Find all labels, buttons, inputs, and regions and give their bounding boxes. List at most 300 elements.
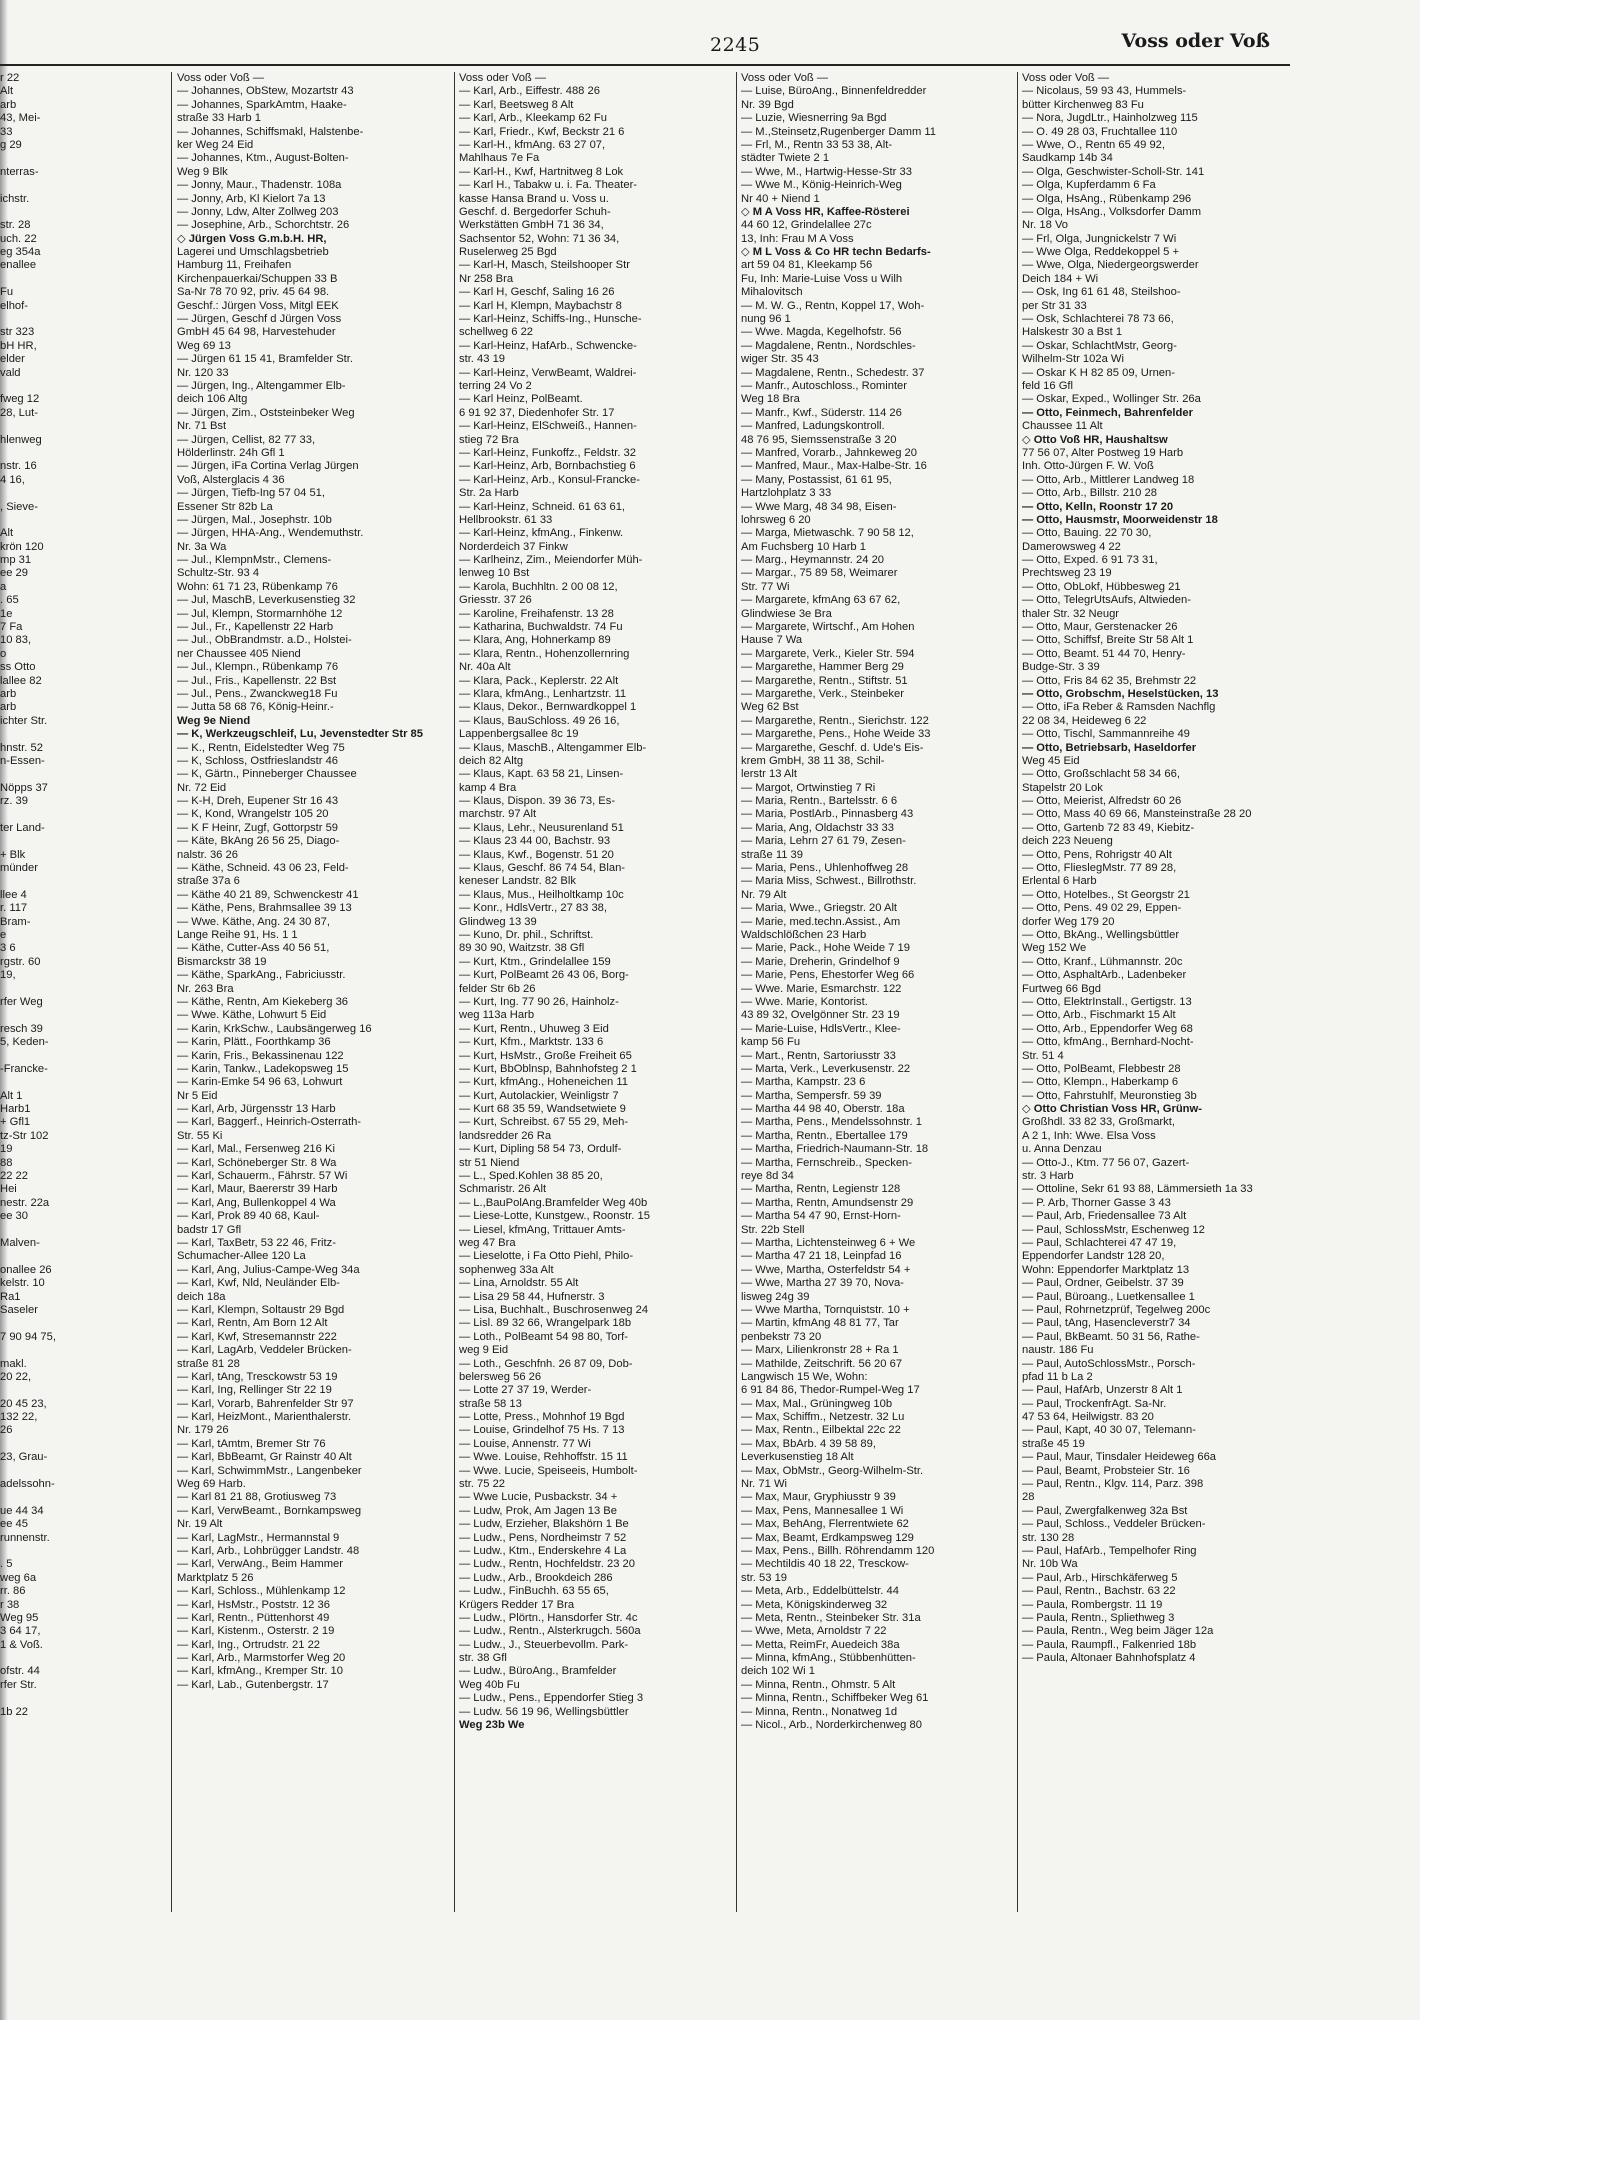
directory-entry-line: 10 83,: [0, 634, 32, 647]
directory-entry-line: — Klara, Ang, Hohnerkamp 89: [459, 634, 611, 647]
directory-entry-line: ue 44 34: [0, 1504, 44, 1517]
directory-entry-line: — Kurt, kfmAng., Hoheneichen 11: [459, 1076, 628, 1089]
directory-entry-line: — Johannes, ObStew, Mozartstr 43: [177, 85, 354, 98]
directory-entry-line: — Paul, Beamt, Probsteier Str. 16: [1022, 1464, 1190, 1477]
directory-entry-line: ofstr. 44: [0, 1665, 40, 1678]
directory-entry-line: 1 & Voß.: [0, 1638, 43, 1651]
directory-entry-line: 19,: [0, 969, 16, 982]
directory-entry-line: — Otto, Betriebsarb, Haseldorfer: [1022, 741, 1197, 754]
directory-entry-line: — Paul, Arb., Hirschkäferweg 5: [1022, 1571, 1178, 1584]
directory-entry-line: enallee: [0, 259, 37, 272]
directory-entry-line: ss Otto: [0, 661, 36, 674]
column-divider: [454, 72, 455, 1912]
directory-entry-line: — Otto, Arb., Fischmarkt 15 Alt: [1022, 1009, 1176, 1022]
directory-entry-line: — Otto, iFa Reber & Ramsden Nachflg: [1022, 701, 1216, 714]
directory-entry-line: 5, Keden-: [0, 1036, 49, 1049]
directory-entry-line: krem GmbH, 38 11 38, Schil-: [741, 754, 885, 767]
directory-entry-line: str. 28: [0, 219, 31, 232]
directory-entry-line: + Blk: [0, 848, 26, 861]
directory-entry-line: — Karl-Heinz, Schiffs-Ing., Hunsche-: [459, 313, 642, 326]
directory-entry-line: — Ludw., Arb., Brookdeich 286: [459, 1571, 613, 1584]
directory-entry-line: — Otto, Meierist, Alfredstr 60 26: [1022, 795, 1182, 808]
directory-entry-line: — Karl-Heinz, HafArb., Schwencke-: [459, 339, 637, 352]
directory-entry-line: Weg 18 Bra: [741, 393, 800, 406]
directory-entry-line: — Paula, Altonaer Bahnhofsplatz 4: [1022, 1652, 1196, 1665]
directory-entry-line: 48 76 95, Siemssenstraße 3 20: [741, 433, 897, 446]
directory-entry-line: straße 37a 6: [177, 875, 240, 888]
directory-entry-line: — Karl-Heinz, kfmAng., Finkenw.: [459, 527, 624, 540]
directory-entry-line: rgstr. 60: [0, 955, 41, 968]
directory-entry-line: Nr. 39 Bgd: [741, 98, 794, 111]
directory-entry-line: — Paul, HafArb, Unzerstr 8 Alt 1: [1022, 1384, 1183, 1397]
directory-entry-line: — Karl, BbBeamt, Gr Rainstr 40 Alt: [177, 1451, 352, 1464]
directory-entry-line: Voß, Alsterglacis 4 36: [177, 473, 285, 486]
directory-entry-line: — Margarethe, Rentn., Stiftstr. 51: [741, 674, 908, 687]
directory-entry-line: — Wwe. Louise, Rehhoffstr. 15 11: [459, 1451, 628, 1464]
directory-entry-line: ◇ Otto Voß HR, Haushaltsw: [1022, 433, 1168, 446]
directory-entry-line: 20 45 23,: [0, 1397, 47, 1410]
directory-entry-line: — Johannes, Ktm., August-Bolten-: [177, 152, 349, 165]
directory-entry-line: — Jul., KlempnMstr., Clemens-: [177, 554, 332, 567]
directory-entry-line: [0, 808, 168, 821]
directory-entry-line: 6 91 84 86, Thedor-Rumpel-Weg 17: [741, 1384, 920, 1397]
directory-entry-line: — Otto, Arb., Mittlerer Landweg 18: [1022, 473, 1195, 486]
directory-entry-line: — Karl, Schloss., Mühlenkamp 12: [177, 1585, 346, 1598]
directory-entry-line: — Otto, Kelln, Roonstr 17 20: [1022, 500, 1174, 513]
directory-entry-line: ker Weg 24 Eid: [177, 138, 254, 151]
directory-entry-line: Nr. 120 33: [177, 366, 229, 379]
directory-entry-line: — Maria, Pens., Uhlenhoffweg 28: [741, 862, 909, 875]
directory-entry-line: — Karl, Arb., Marmstorfer Weg 20: [177, 1652, 346, 1665]
directory-entry-line: — Karl, kfmAng., Kremper Str. 10: [177, 1665, 344, 1678]
directory-entry-line: — Martha, Rentn, Legienstr 128: [741, 1183, 901, 1196]
directory-entry-line: [0, 380, 168, 393]
directory-entry-line: — Max, Schiffm., Netzestr. 32 Lu: [741, 1411, 905, 1424]
directory-entry-line: Alt 1: [0, 1089, 23, 1102]
directory-entry-line: — Martha 47 21 18, Leinpfad 16: [741, 1250, 902, 1263]
directory-entry-line: — Otto, Fris 84 62 35, Brehmstr 22: [1022, 674, 1197, 687]
directory-entry-line: Saseler: [0, 1303, 38, 1316]
directory-entry-line: [0, 983, 168, 996]
directory-entry-line: thaler Str. 32 Neugr: [1022, 607, 1120, 620]
directory-entry-line: Weg 45 Eid: [1022, 754, 1080, 767]
directory-entry-line: [0, 1344, 168, 1357]
directory-entry-line: ◇ Jürgen Voss G.m.b.H. HR,: [177, 232, 327, 245]
directory-entry-line: — Karl, LagMstr., Hermannstal 9: [177, 1531, 340, 1544]
directory-entry-line: — Jul., Pens., Zwanckweg18 Fu: [177, 687, 338, 700]
directory-entry-line: — Karl, Ang, Julius-Campe-Weg 34a: [177, 1263, 360, 1276]
directory-entry-line: 1e: [0, 607, 13, 620]
directory-entry-line: — Otto, BkAng., Wellingsbüttler: [1022, 929, 1180, 941]
directory-entry-line: felder Str 6b 26: [459, 982, 536, 995]
directory-entry-line: — Paul, tAng, Hasencleverstr7 34: [1022, 1317, 1191, 1330]
directory-entry-line: — Otto, Arb., Eppendorfer Weg 68: [1022, 1022, 1193, 1035]
directory-entry-line: — Paul, HafArb., Tempelhofer Ring: [1022, 1544, 1197, 1557]
directory-entry-line: weg 6a: [0, 1571, 37, 1584]
directory-entry-line: — Otto, Klempn., Haberkamp 6: [1022, 1076, 1179, 1089]
directory-entry-line: — Jürgen, Geschf d Jürgen Voss: [177, 313, 342, 326]
directory-column-4: [1022, 72, 1294, 1922]
directory-entry-line: — Karl, Ing., Ortrudstr. 21 22: [177, 1638, 321, 1651]
directory-entry-line: — Marg., Heymannstr. 24 20: [741, 554, 885, 567]
directory-entry-line: — Nora, JugdLtr., Hainholzweg 115: [1022, 112, 1198, 125]
directory-entry-line: — Wwe. Käthe, Ang. 24 30 87,: [177, 915, 330, 928]
directory-entry-line: — Otto, Hotelbes., St Georgstr 21: [1022, 888, 1190, 901]
directory-entry-line: Malven-: [0, 1236, 40, 1249]
directory-entry-line: nterras-: [0, 165, 39, 178]
directory-entry-line: — Paul, SchlossMstr, Eschenweg 12: [1022, 1223, 1205, 1236]
directory-entry-line: — Max, BehAng, Flerrentwiete 62: [741, 1518, 909, 1531]
directory-entry-line: Str. 55 Ki: [177, 1129, 223, 1142]
directory-entry-line: deich 82 Altg: [459, 754, 524, 767]
directory-entry-line: — K, Werkzeugschleif, Lu, Jevenstedter Str 85: [177, 728, 423, 741]
directory-entry-line: Waldschlößchen 23 Harb: [741, 929, 867, 941]
directory-entry-line: — Ludw., Rentn., Alsterkrugch. 560a: [459, 1625, 641, 1638]
directory-entry-line: 132 22,: [0, 1411, 38, 1424]
directory-entry-line: Geschf. d. Bergedorfer Schuh-: [459, 205, 611, 218]
directory-entry-line: — Karl, Arb., Kleekamp 62 Fu: [459, 112, 607, 125]
directory-entry-line: — Karoline, Freihafenstr. 13 28: [459, 607, 614, 620]
directory-entry-line: rfer Weg: [0, 995, 43, 1008]
directory-entry-line: kelstr. 10: [0, 1277, 45, 1290]
directory-entry-line: 6 91 92 37, Diedenhofer Str. 17: [459, 406, 615, 419]
directory-entry-line: — Paul, Arb, Friedensallee 73 Alt: [1022, 1210, 1187, 1223]
directory-entry-line: — L.,BauPolAng.Bramfelder Weg 40b: [459, 1196, 648, 1209]
directory-entry-line: A 2 1, Inh: Wwe. Elsa Voss: [1022, 1129, 1156, 1142]
directory-entry-line: — Karl, tAng, Tresckowstr 53 19: [177, 1370, 338, 1383]
directory-entry-line: deich 18a: [177, 1290, 226, 1303]
directory-entry-line: — Martin, kfmAng 48 81 77, Tar: [741, 1317, 899, 1330]
directory-entry-line: Mahlhaus 7e Fa: [459, 152, 540, 165]
directory-entry-line: — Meta, Rentn., Steinbeker Str. 31a: [741, 1611, 921, 1624]
directory-entry-line: str. 43 19: [459, 353, 506, 366]
directory-entry-line: schellweg 6 22: [459, 326, 534, 339]
directory-entry-line: — Martha 44 98 40, Oberstr. 18a: [741, 1103, 905, 1116]
directory-entry-line: — Paul, Kapt, 40 30 07, Telemann-: [1022, 1424, 1196, 1437]
directory-entry-line: — Wwe. Lucie, Speiseeis, Humbolt-: [459, 1464, 638, 1477]
directory-entry-line: — Paul, Zwergfalkenweg 32a Bst: [1022, 1504, 1188, 1517]
directory-entry-line: Großhdl. 33 82 33, Großmarkt,: [1022, 1116, 1175, 1129]
directory-entry-line: 33: [0, 125, 13, 138]
directory-entry-line: — Jürgen 61 15 41, Bramfelder Str.: [177, 353, 353, 366]
directory-entry-line: arb: [0, 687, 17, 700]
directory-entry-line: — Lotte, Press., Mohnhof 19 Bgd: [459, 1411, 625, 1424]
directory-entry-line: g 29: [0, 138, 22, 151]
directory-entry-line: — M. W. G., Rentn, Koppel 17, Woh-: [741, 299, 925, 312]
directory-entry-line: Mihalovitsch: [741, 286, 803, 299]
directory-entry-line: [0, 179, 168, 192]
directory-entry-line: — Max, ObMstr., Georg-Wilhelm-Str.: [741, 1464, 924, 1477]
directory-entry-line: — Many, Postassist, 61 61 95,: [741, 473, 892, 486]
directory-entry-line: — Wwe Lucie, Pusbackstr. 34 +: [459, 1491, 618, 1504]
directory-entry-line: — K-H, Dreh, Eupener Str 16 43: [177, 795, 339, 808]
directory-entry-line: — Otto-J., Ktm. 77 56 07, Gazert-: [1022, 1156, 1190, 1169]
directory-entry-line: 47 53 64, Heilwigstr. 83 20: [1022, 1411, 1154, 1424]
directory-entry-line: — Jul, Klempn, Stormarnhöhe 12: [177, 607, 343, 620]
directory-entry-line: — Minna, Rentn., Schiffbeker Weg 61: [741, 1692, 929, 1705]
directory-entry-line: Str. 51 4: [1022, 1049, 1064, 1062]
directory-entry-line: — Max, Maur, Gryphiusstr 9 39: [741, 1491, 896, 1504]
directory-entry-line: — Margot, Ortwinstieg 7 Ri: [741, 781, 876, 794]
directory-entry-line: — Jürgen, HHA-Ang., Wendemuthstr.: [177, 527, 364, 540]
directory-entry-line: Voss oder Voß —: [1022, 72, 1110, 84]
directory-entry-line: Hölderlinstr. 24h Gfl 1: [177, 446, 285, 459]
directory-entry-line: — K, Schloss, Ostfrieslandstr 46: [177, 754, 339, 767]
directory-entry-line: — Wwe. Magda, Kegelhofstr. 56: [741, 326, 902, 339]
directory-entry-line: — Wwe Marg, 48 34 98, Eisen-: [741, 500, 897, 513]
directory-entry-line: Leverkusenstieg 18 Alt: [741, 1451, 854, 1464]
directory-entry-line: münder: [0, 862, 38, 875]
directory-entry-line: [0, 206, 168, 219]
directory-entry-line: Norderdeich 37 Finkw: [459, 540, 568, 553]
directory-entry-line: — Max, Pens, Mannesallee 1 Wi: [741, 1504, 904, 1517]
directory-entry-line: — Lina, Arnoldstr. 55 Alt: [459, 1277, 579, 1290]
directory-entry-line: — Otto, Mass 40 69 66, Mansteinstraße 28 20: [1022, 808, 1252, 821]
directory-entry-line: — Lisa, Buchhalt., Buschrosenweg 24: [459, 1303, 649, 1316]
directory-entry-line: Bismarckstr 38 19: [177, 955, 267, 968]
directory-entry-line: — Max, Mal., Grüningweg 10b: [741, 1397, 893, 1410]
directory-entry-line: Nr 5 Eid: [177, 1089, 218, 1102]
directory-entry-line: badstr 17 Gfl: [177, 1223, 242, 1236]
directory-entry-line: — Jutta 58 68 76, König-Heinr.-: [177, 701, 334, 714]
directory-entry-line: — Kurt, BbOblnsp, Bahnhofsteg 2 1: [459, 1062, 637, 1075]
directory-entry-line: — Paul, AutoSchlossMstr., Porsch-: [1022, 1357, 1196, 1370]
directory-entry-line: — Karl-Heinz, Funkoffz., Feldstr. 32: [459, 446, 636, 459]
directory-entry-line: — Otto, Maur, Gerstenacker 26: [1022, 621, 1178, 634]
directory-entry-line: — Maria, Wwe., Griegstr. 20 Alt: [741, 902, 898, 915]
directory-entry-line: — Ludw., J., Steuerbevollm. Park-: [459, 1638, 629, 1651]
directory-entry-line: — Kurt, Kfm., Marktstr. 133 6: [459, 1036, 604, 1049]
directory-entry-line: — Jürgen, Mal., Josephstr. 10b: [177, 513, 332, 526]
directory-entry-line: wiger Str. 35 43: [741, 353, 819, 366]
directory-entry-line: — Metta, ReimFr, Auedeich 38a: [741, 1638, 900, 1651]
directory-entry-line: kamp 56 Fu: [741, 1036, 801, 1049]
directory-entry-line: 44 60 12, Grindelallee 27c: [741, 219, 872, 232]
directory-entry-line: lohrsweg 6 20: [741, 513, 811, 526]
directory-entry-line: Wohn: Eppendorfer Marktplatz 13: [1022, 1263, 1190, 1276]
directory-entry-line: 22 22: [0, 1170, 28, 1183]
directory-entry-line: straße 58 13: [459, 1397, 522, 1410]
directory-entry-line: straße 33 Harb 1: [177, 112, 261, 125]
directory-entry-line: — Otto, Feinmech, Bahrenfelder: [1022, 406, 1193, 419]
directory-entry-line: — Käthe, Schneid. 43 06 23, Feld-: [177, 862, 349, 875]
directory-entry-line: — Karl, TaxBetr, 53 22 46, Fritz-: [177, 1236, 336, 1249]
directory-entry-line: — Martha, Kampstr. 23 6: [741, 1076, 866, 1089]
directory-entry-line: — Maria, Lehrn 27 61 79, Zesen-: [741, 835, 906, 848]
directory-entry-line: Glindwiese 3e Bra: [741, 607, 832, 620]
directory-entry-line: — Wwe, Meta, Arnoldstr 7 22: [741, 1625, 887, 1638]
column-divider: [1017, 72, 1018, 1912]
directory-entry-line: — P. Arb, Thorner Gasse 3 43: [1022, 1196, 1171, 1209]
directory-entry-line: Griesstr. 37 26: [459, 594, 532, 607]
directory-entry-line: — Karl, HeizMont., Marienthalerstr.: [177, 1411, 352, 1424]
directory-entry-line: elhof-: [0, 299, 28, 312]
directory-entry-line: — Otto, Pens. 49 02 29, Eppen-: [1022, 902, 1182, 915]
directory-entry-line: — Margarethe, Verk., Steinbeker: [741, 687, 904, 700]
directory-entry-line: — Oskar, SchlachtMstr, Georg-: [1022, 339, 1177, 352]
directory-entry-line: Inh. Otto-Jürgen F. W. Voß: [1022, 460, 1154, 473]
directory-entry-line: — Karl, Rentn., Püttenhorst 49: [177, 1611, 330, 1624]
directory-entry-line: — Klaus, Kapt. 63 58 21, Linsen-: [459, 768, 624, 781]
directory-entry-line: — Lisl. 89 32 66, Wrangelpark 18b: [459, 1317, 632, 1330]
directory-entry-line: Saudkamp 14b 34: [1022, 152, 1113, 165]
directory-entry-line: str. 130 28: [1022, 1531, 1075, 1544]
directory-entry-line: — Nicol., Arb., Norderkirchenweg 80: [741, 1719, 922, 1732]
directory-entry-line: — Klaus, Geschf. 86 74 54, Blan-: [459, 862, 626, 875]
directory-entry-line: — Martha, Rentn., Ebertallee 179: [741, 1129, 908, 1142]
directory-entry-line: — Karl, Kwf, Nld, Neuländer Elb-: [177, 1277, 340, 1290]
directory-entry-line: — Katharina, Buchwaldstr. 74 Fu: [459, 621, 623, 634]
directory-entry-line: — Klaus, MaschB., Altengammer Elb-: [459, 741, 647, 754]
directory-entry-line: nung 96 1: [741, 313, 791, 326]
directory-entry-line: — Otto, ElektrInstall., Gertigstr. 13: [1022, 995, 1192, 1008]
directory-entry-line: — Minna, kfmAng., Stübbenhütten-: [741, 1652, 916, 1665]
directory-entry-line: Eppendorfer Landstr 128 20,: [1022, 1250, 1165, 1263]
directory-entry-line: — Wwe Olga, Reddekoppel 5 +: [1022, 246, 1180, 259]
directory-entry-line: bH HR,: [0, 339, 37, 352]
directory-entry-line: naustr. 186 Fu: [1022, 1344, 1094, 1357]
directory-entry-line: Am Fuchsberg 10 Harb 1: [741, 540, 866, 553]
directory-entry-line: — Klara, Pack., Keplerstr. 22 Alt: [459, 674, 619, 687]
directory-entry-line: — Paula, Rentn., Spliethweg 3: [1022, 1611, 1175, 1624]
directory-entry-line: -Francke-: [0, 1062, 48, 1075]
directory-entry-line: 3 6: [0, 942, 16, 955]
directory-entry-line: Harb1: [0, 1103, 31, 1116]
directory-entry-line: — Wwe. Marie, Kontorist.: [741, 995, 868, 1008]
directory-entry-line: str 323: [0, 326, 35, 339]
directory-entry-line: — Johannes, Schiffsmakl, Halstenbe-: [177, 125, 364, 138]
directory-entry-line: kasse Hansa Brand u. Voss u.: [459, 192, 609, 205]
directory-entry-line: adelssohn-: [0, 1478, 55, 1491]
directory-entry-line: — Josephine, Arb., Schorchtstr. 26: [177, 219, 350, 232]
directory-entry-line: — Ludw., Plörtn., Hansdorfer Str. 4c: [459, 1611, 638, 1624]
directory-entry-line: Lagerei und Umschlagsbetrieb: [177, 246, 329, 259]
directory-entry-line: weg 9 Eid: [459, 1344, 509, 1357]
directory-entry-line: [0, 152, 168, 165]
directory-entry-line: — Karl, Arb, Jürgensstr 13 Harb: [177, 1103, 336, 1116]
directory-entry-line: — Jürgen, Cellist, 82 77 33,: [177, 433, 316, 446]
directory-entry-line: Schultz-Str. 93 4: [177, 567, 260, 580]
directory-entry-line: terring 24 Vo 2: [459, 379, 532, 392]
directory-entry-line: [0, 875, 168, 888]
directory-entry-line: 4 16,: [0, 473, 25, 486]
directory-entry-line: Nr. 71 Bst: [177, 420, 227, 433]
directory-entry-line: — Karl, Arb., Lohbrügger Landstr. 48: [177, 1544, 360, 1557]
directory-entry-line: [0, 514, 168, 527]
directory-entry-line: — Meta, Arb., Eddelbüttelstr. 44: [741, 1585, 899, 1598]
directory-entry-line: r 38: [0, 1598, 20, 1611]
directory-entry-line: belersweg 56 26: [459, 1370, 542, 1383]
directory-entry-line: ◇ M L Voss & Co HR techn Bedarfs-: [741, 246, 931, 259]
directory-entry-line: kamp 4 Bra: [459, 781, 517, 794]
directory-entry-line: — Karl-Heinz, Schneid. 61 63 61,: [459, 500, 626, 513]
directory-entry-line: — Karl, VerwAng., Beim Hammer: [177, 1558, 343, 1571]
directory-entry-line: — Jonny, Arb, Kl Kielort 7a 13: [177, 192, 326, 205]
directory-entry-line: — Karl-Heinz, ElSchweiß., Hannen-: [459, 420, 637, 433]
directory-entry-line: — Ludw., Rentn, Hochfeldstr. 23 20: [459, 1558, 635, 1571]
directory-entry-line: 19: [0, 1143, 13, 1156]
directory-entry-line: elder: [0, 353, 25, 366]
directory-entry-line: — Manfred, Maur., Max-Halbe-Str. 16: [741, 460, 927, 473]
directory-entry-line: — Johannes, SparkAmtm, Haake-: [177, 98, 347, 111]
directory-entry-line: Stapelstr 20 Lok: [1022, 781, 1103, 794]
directory-entry-line: — Karl, Schöneberger Str. 8 Wa: [177, 1156, 337, 1169]
directory-entry-line: — Margarethe, Hammer Berg 29: [741, 661, 904, 674]
directory-entry-line: — Martha, Pens., Mendelssohnstr. 1: [741, 1116, 922, 1129]
directory-entry-line: — Marie, Dreherin, Grindelhof 9: [741, 955, 900, 968]
directory-entry-line: — Olga, HsAng., Volksdorfer Damm: [1022, 205, 1202, 218]
directory-entry-line: [0, 487, 168, 500]
directory-entry-line: lisweg 24g 39: [741, 1290, 810, 1303]
column-divider: [736, 72, 737, 1912]
directory-entry-line: — O. 49 28 03, Fruchtallee 110: [1022, 125, 1178, 138]
directory-entry-line: — Otto, kfmAng., Bernhard-Nocht-: [1022, 1036, 1194, 1049]
directory-entry-line: — Paul, Maur, Tinsdaler Heideweg 66a: [1022, 1451, 1217, 1464]
directory-entry-line: — Olga, Geschwister-Scholl-Str. 141: [1022, 165, 1205, 178]
directory-entry-line: — Kurt 68 35 59, Wandsetwiete 9: [459, 1103, 626, 1116]
directory-entry-line: rz. 39: [0, 795, 28, 808]
directory-entry-line: ichter Str.: [0, 714, 48, 727]
directory-entry-line: — Luzie, Wiesnerring 9a Bgd: [741, 112, 887, 125]
directory-entry-line: — Lieselotte, i Fa Otto Piehl, Philo-: [459, 1250, 634, 1263]
directory-entry-line: reye 8d 34: [741, 1170, 794, 1183]
scan-margin-bottom: [0, 2020, 1600, 2177]
directory-entry-line: 1b 22: [0, 1705, 28, 1718]
directory-entry-line: 77 56 07, Alter Postweg 19 Harb: [1022, 446, 1184, 459]
directory-entry-line: 13, Inh: Frau M A Voss: [741, 232, 854, 245]
directory-entry-line: — Kurt, Schreibst. 67 55 29, Meh-: [459, 1116, 629, 1129]
directory-entry-line: — Lisa 29 58 44, Hufnerstr. 3: [459, 1290, 605, 1303]
directory-entry-line: — Martha, Sempersfr. 59 39: [741, 1089, 882, 1102]
directory-entry-line: Nr. 40a Alt: [459, 661, 511, 674]
directory-entry-line: — Liese-Lotte, Kunstgew., Roonstr. 15: [459, 1210, 650, 1223]
directory-entry-line: sophenweg 33a Alt: [459, 1263, 554, 1276]
directory-entry-line: — Karl, Friedr., Kwf, Beckstr 21 6: [459, 125, 625, 138]
directory-entry-line: — Karl H, Geschf, Saling 16 26: [459, 286, 615, 299]
directory-entry-line: Weg 9 Blk: [177, 165, 228, 178]
directory-entry-line: krön 120: [0, 540, 44, 553]
directory-entry-line: — Karl, Kistenm., Osterstr. 2 19: [177, 1625, 335, 1638]
directory-entry-line: — Klara, kfmAng., Lenhartzstr. 11: [459, 687, 627, 700]
directory-entry-line: Weg 40b Fu: [459, 1678, 520, 1691]
directory-entry-line: Ra1: [0, 1290, 21, 1303]
directory-entry-line: — Ludw, Erzieher, Blakshörn 1 Be: [459, 1518, 629, 1531]
directory-entry-line: — Käthe, Cutter-Ass 40 56 51,: [177, 942, 330, 955]
directory-entry-line: — Lotte 27 37 19, Werder-: [459, 1384, 592, 1397]
directory-entry-line: runnenstr.: [0, 1531, 50, 1544]
directory-entry-line: — Otto, ObLokf, Hübbesweg 21: [1022, 580, 1181, 593]
directory-entry-line: — K., Rentn, Eidelstedter Weg 75: [177, 741, 345, 754]
directory-entry-line: — Karl-H., kfmAng. 63 27 07,: [459, 138, 606, 151]
directory-entry-line: — Luise, BüroAng., Binnenfeldredder: [741, 85, 927, 98]
directory-entry-line: — K, Kond, Wrangelstr 105 20: [177, 808, 329, 821]
directory-entry-line: nalstr. 36 26: [177, 848, 238, 861]
directory-entry-line: — Paul, Rentn., Bachstr. 63 22: [1022, 1585, 1176, 1598]
directory-entry-line: Krügers Redder 17 Bra: [459, 1598, 575, 1611]
directory-entry-line: r 22: [0, 72, 20, 84]
directory-entry-line: — Osk, Schlachterei 78 73 66,: [1022, 313, 1174, 326]
directory-entry-line: — Mechtildis 40 18 22, Tresckow-: [741, 1558, 909, 1571]
directory-entry-line: — Jul, MaschB, Leverkusenstieg 32: [177, 594, 356, 607]
directory-entry-line: — Klaus, Dekor., Bernwardkoppel 1: [459, 701, 637, 714]
directory-entry-line: — Marx, Lilienkronstr 28 + Ra 1: [741, 1344, 899, 1357]
directory-entry-line: Bram-: [0, 915, 31, 928]
directory-entry-line: — Karl, LagArb, Veddeler Brücken-: [177, 1344, 352, 1357]
directory-entry-line: straße 81 28: [177, 1357, 240, 1370]
directory-entry-line: — Karl-H., Kwf, Hartnitweg 8 Lok: [459, 165, 624, 178]
directory-entry-line: — Louise, Annenstr. 77 Wi: [459, 1437, 591, 1450]
directory-entry-line: — Otto, AsphaltArb., Ladenbeker: [1022, 969, 1187, 982]
